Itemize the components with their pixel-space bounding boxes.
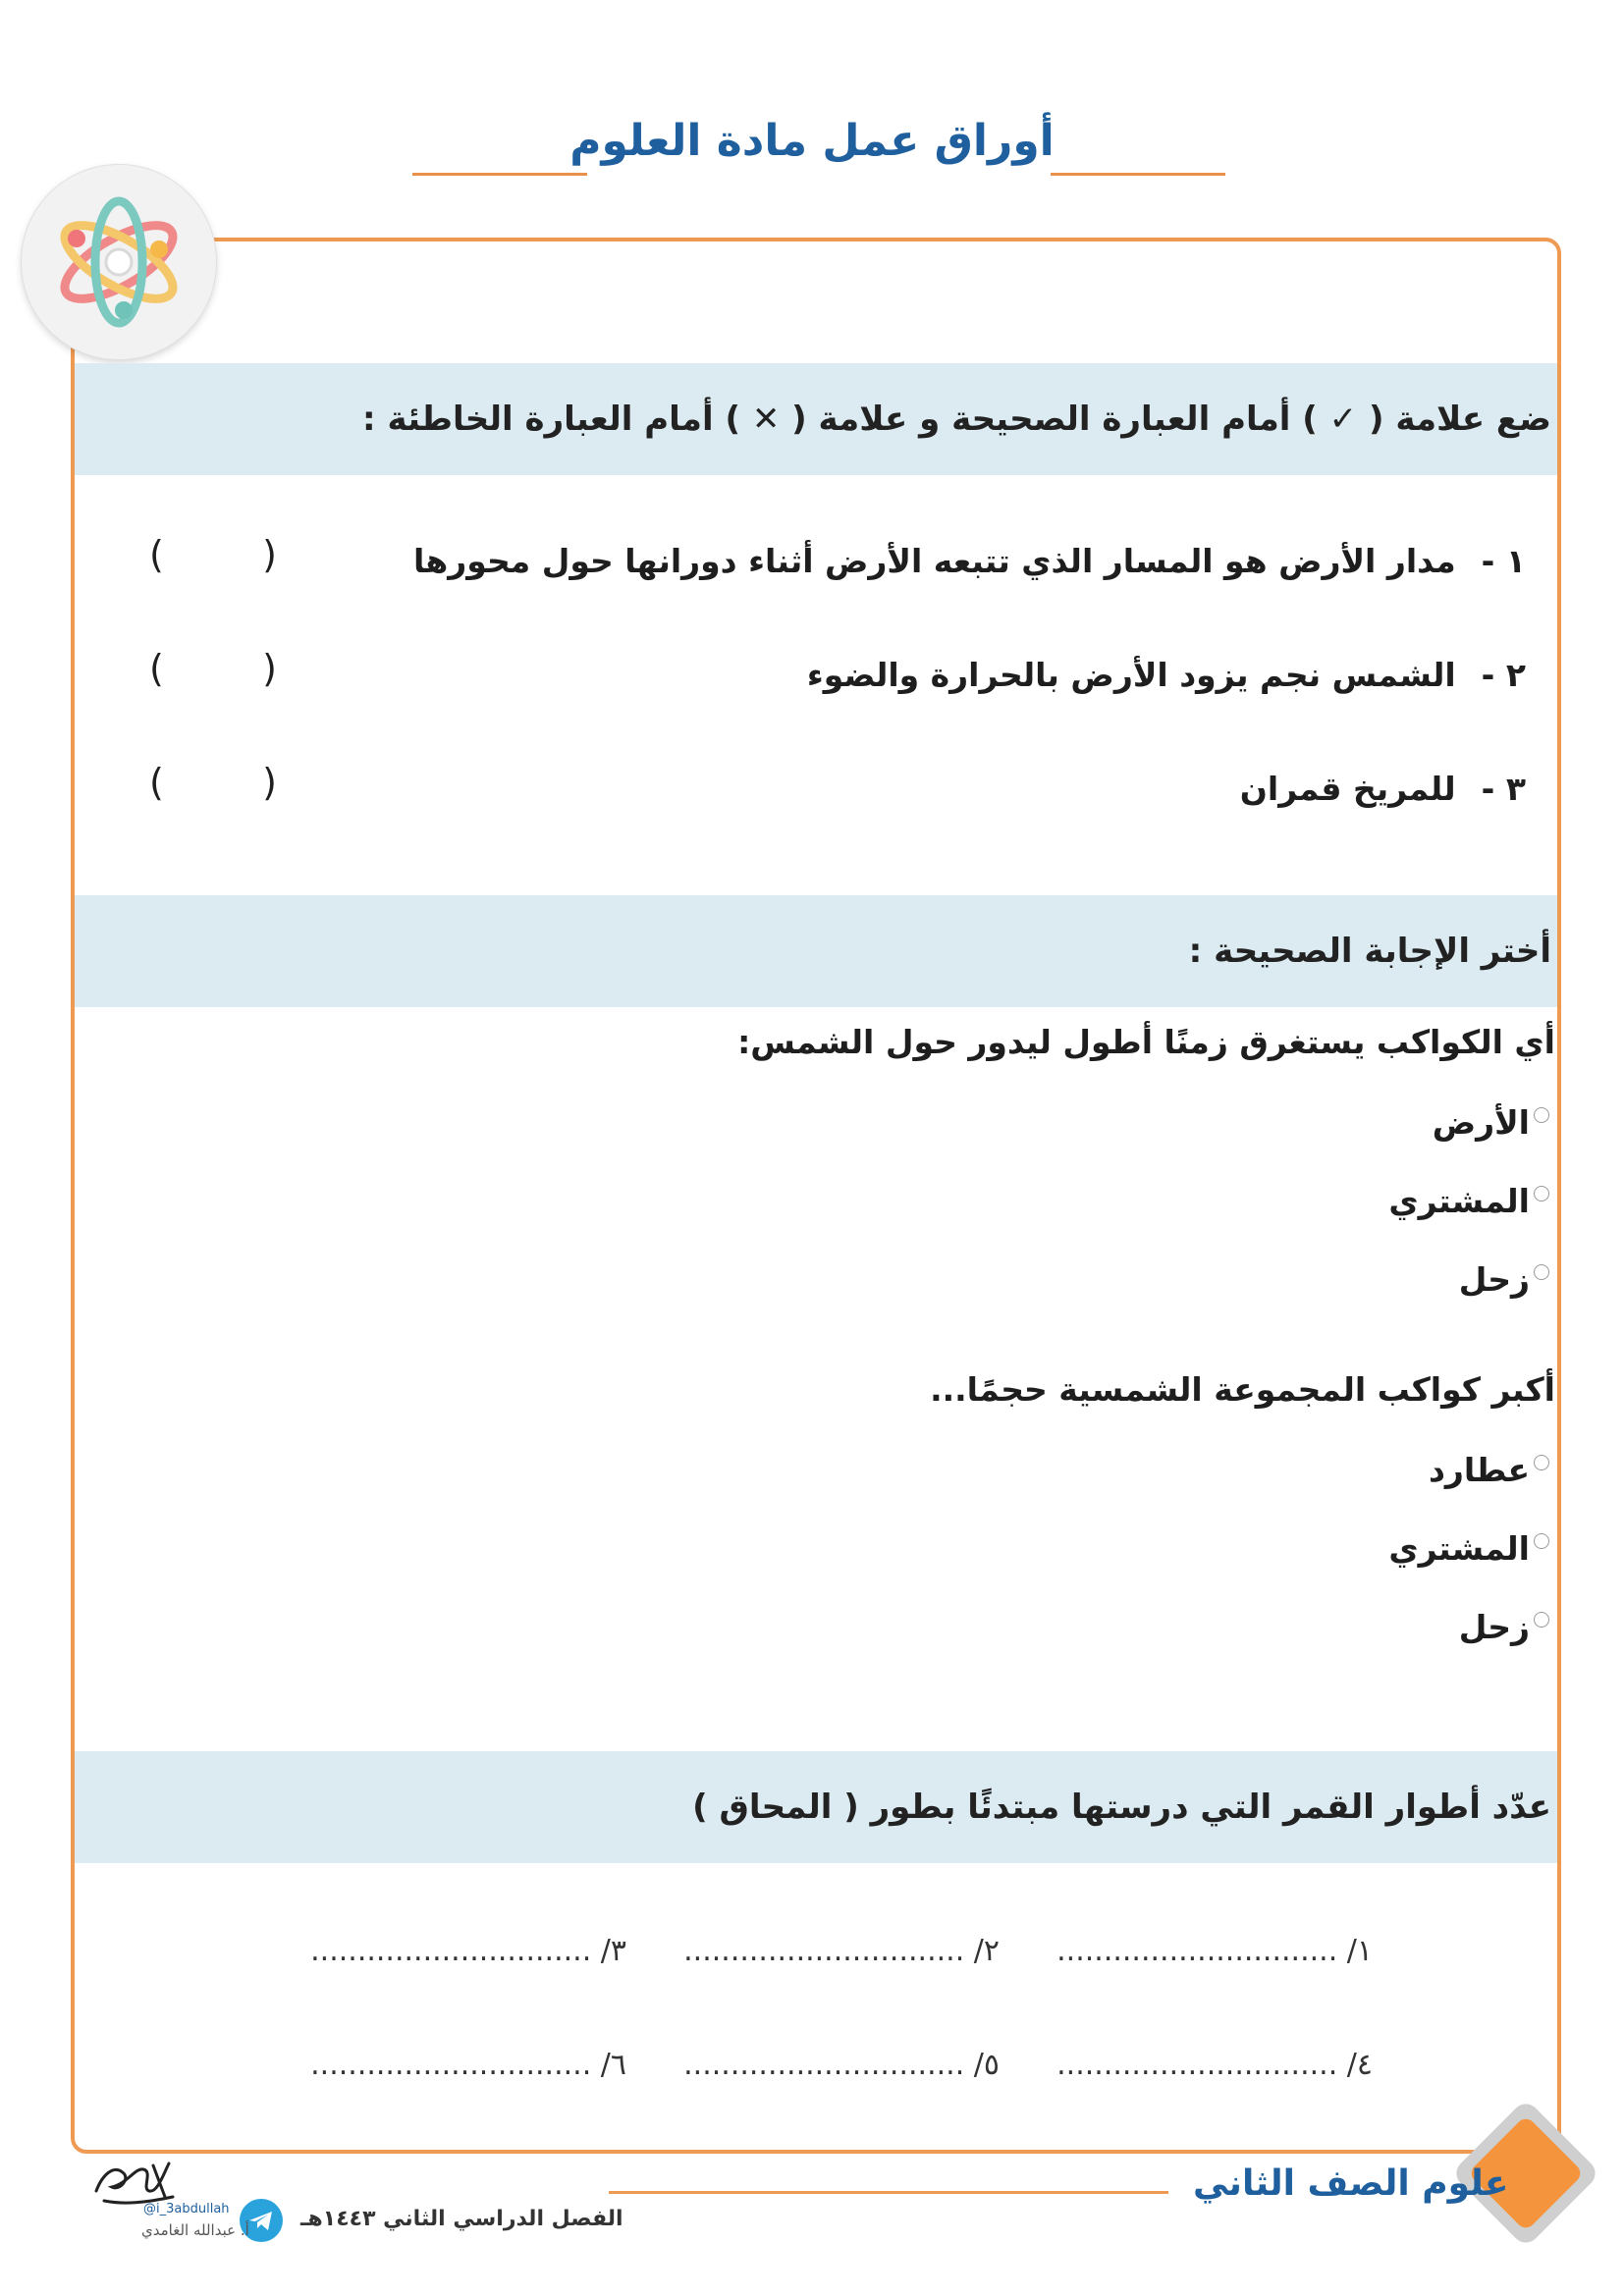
title-rule-right xyxy=(1051,173,1225,176)
q1-option-3-label: زحل xyxy=(1458,1260,1530,1299)
radio-q1-option-3[interactable] xyxy=(1534,1264,1549,1280)
statement-number: ٣ - xyxy=(1481,770,1526,808)
page-title: أوراق عمل مادة العلوم xyxy=(569,116,1055,166)
statement-number: ٢ - xyxy=(1481,656,1526,694)
fill-blank-3[interactable]: ٣/ .............................. xyxy=(310,1934,626,1968)
statement-text: الشمس نجم يزود الأرض بالحرارة والضوء xyxy=(806,656,1456,694)
signature-icon xyxy=(84,2146,183,2215)
answer-parentheses-3[interactable] xyxy=(149,761,277,804)
section3-instruction: عدّد أطوار القمر التي درستها مبتدئًا بطور ( المحاق ) xyxy=(692,1788,1551,1827)
statement-2 xyxy=(807,656,1526,694)
paren-open: ( xyxy=(149,761,164,804)
fill-blank-5[interactable]: ٥/ .............................. xyxy=(683,2048,1000,2082)
section3-header xyxy=(75,1751,1557,1863)
radio-q1-option-2[interactable] xyxy=(1534,1186,1549,1201)
section1-instruction: ضع علامة ( ✓ ) أمام العبارة الصحيحة و علامة ( ✕ ) أمام العبارة الخاطئة : xyxy=(362,400,1551,439)
fill-blank-4[interactable]: ٤/ .............................. xyxy=(1056,2048,1373,2082)
statement-text: للمريخ قمران xyxy=(1239,770,1456,808)
paren-open: ( xyxy=(149,533,164,576)
section2-instruction: أختر الإجابة الصحيحة : xyxy=(1188,932,1551,971)
radio-q2-option-1[interactable] xyxy=(1534,1455,1549,1470)
statement-number: ١ - xyxy=(1481,542,1526,580)
answer-parentheses-2[interactable] xyxy=(149,647,277,690)
fill-blank-6[interactable]: ٦/ .............................. xyxy=(310,2048,626,2082)
statement-text: مدار الأرض هو المسار الذي تتبعه الأرض أثناء دورانها حول محورها xyxy=(413,542,1456,580)
radio-q2-option-2[interactable] xyxy=(1534,1533,1549,1549)
statement-3 xyxy=(1240,770,1526,808)
q2-option-1-label: عطارد xyxy=(1428,1451,1530,1489)
section2-header xyxy=(75,895,1557,1007)
question-2: أكبر كواكب المجموعة الشمسية حجمًا... xyxy=(930,1370,1555,1409)
statement-1 xyxy=(413,542,1526,580)
teacher-name: أ. عبدالله الغامدي xyxy=(141,2221,249,2239)
footer-course-label: علوم الصف الثاني xyxy=(1193,2163,1509,2204)
q2-option-2-label: المشتري xyxy=(1388,1529,1530,1568)
paren-close: ) xyxy=(262,647,277,690)
q2-option-3-label: زحل xyxy=(1458,1608,1530,1646)
fill-blank-1[interactable]: ١/ .............................. xyxy=(1056,1934,1373,1968)
q1-option-1-label: الأرض xyxy=(1432,1103,1530,1142)
footer-rule xyxy=(609,2191,1168,2194)
paren-close: ) xyxy=(262,761,277,804)
paren-close: ) xyxy=(262,533,277,576)
radio-q2-option-3[interactable] xyxy=(1534,1612,1549,1628)
atom-icon xyxy=(22,165,216,359)
q1-option-2-label: المشتري xyxy=(1388,1182,1530,1220)
fill-blank-2[interactable]: ٢/ .............................. xyxy=(683,1934,1000,1968)
section1-header xyxy=(75,363,1557,475)
atom-logo-badge xyxy=(22,165,216,359)
question-1: أي الكواكب يستغرق زمنًا أطول ليدور حول الشمس: xyxy=(737,1023,1555,1061)
title-rule-left xyxy=(412,173,587,176)
radio-q1-option-1[interactable] xyxy=(1534,1107,1549,1123)
footer-term: الفصل الدراسي الثاني ١٤٤٣هـ xyxy=(300,2207,623,2231)
paren-open: ( xyxy=(149,647,164,690)
worksheet-frame xyxy=(71,238,1561,2154)
answer-parentheses-1[interactable] xyxy=(149,533,277,576)
telegram-handle: @i_3abdullah xyxy=(143,2202,230,2216)
